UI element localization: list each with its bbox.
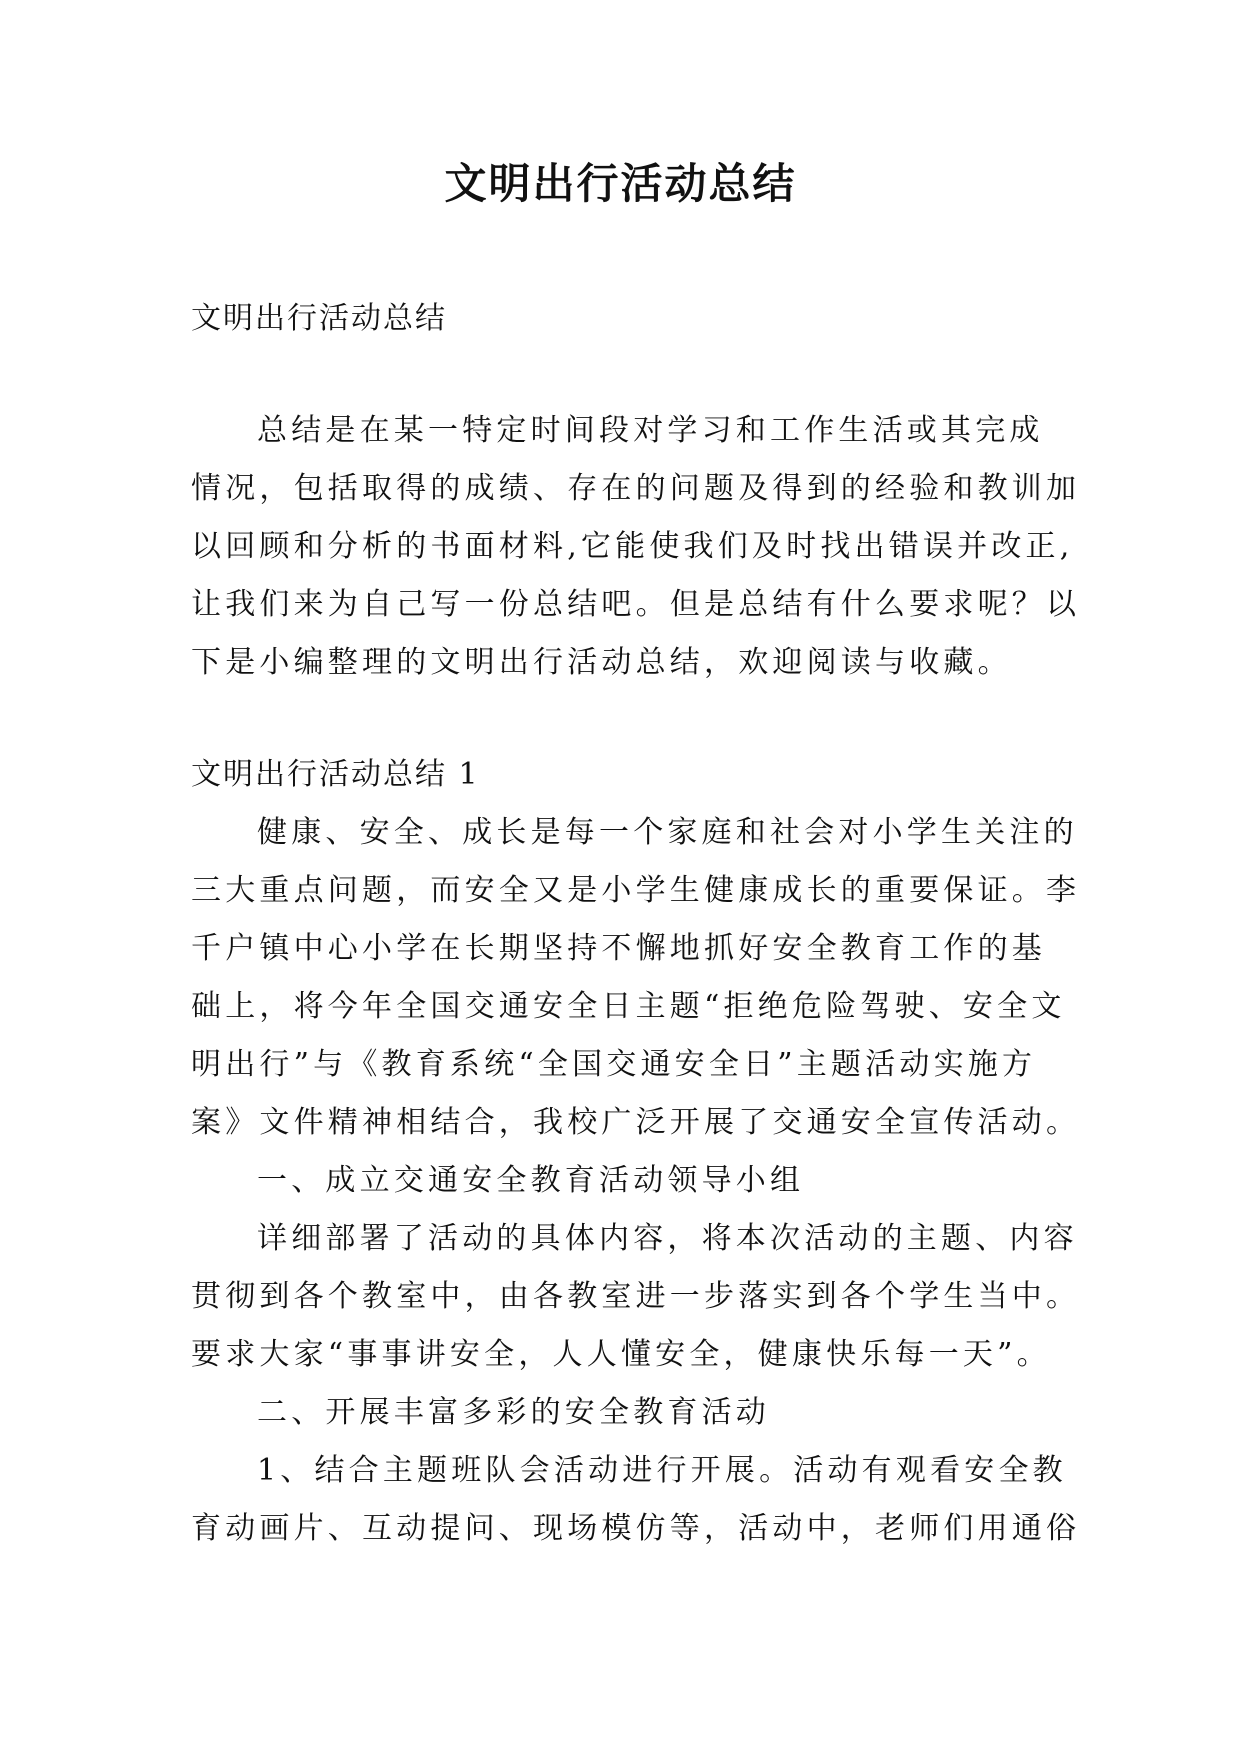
paragraph-line: 健康、安全、成长是每一个家庭和社会对小学生关注的 (257, 815, 1078, 850)
paragraph-line: 贯彻到各个教室中，由各教室进一步落实到各个学生当中。 (191, 1279, 1081, 1314)
section1-paragraph (191, 804, 1081, 1152)
point-heading: 二、开展丰富多彩的安全教育活动 (257, 1395, 770, 1430)
paragraph-line: 育动画片、互动提问、现场模仿等，活动中，老师们用通俗 (191, 1511, 1081, 1546)
paragraph-line: 明出行”与《教育系统“全国交通安全日”主题活动实施方 (191, 1047, 1037, 1082)
paragraph-line: 1、结合主题班队会活动进行开展。活动有观看安全教 (257, 1453, 1067, 1488)
document-subtitle: 文明出行活动总结 (191, 301, 447, 336)
paragraph-line: 下是小编整理的文明出行活动总结，欢迎阅读与收藏。 (191, 645, 1012, 680)
paragraph-line: 让我们来为自己写一份总结吧。但是总结有什么要求呢？以 (191, 587, 1081, 622)
paragraph-line: 要求大家“事事讲安全，人人懂安全，健康快乐每一天”。 (191, 1337, 1051, 1372)
paragraph-line: 三大重点问题，而安全又是小学生健康成长的重要保证。李 (191, 873, 1081, 908)
paragraph-line: 以回顾和分析的书面材料,它能使我们及时找出错误并改正, (191, 529, 1074, 564)
section-heading: 文明出行活动总结 1 (191, 757, 480, 792)
paragraph-line: 千户镇中心小学在长期坚持不懈地抓好安全教育工作的基 (191, 931, 1046, 966)
paragraph-line: 础上，将今年全国交通安全日主题“拒绝危险驾驶、安全文 (191, 989, 1066, 1024)
document-body (191, 290, 1081, 1558)
paragraph-line: 案》文件精神相结合，我校广泛开展了交通安全宣传活动。 (191, 1105, 1081, 1140)
point1-paragraph (191, 1210, 1081, 1384)
intro-paragraph (191, 402, 1081, 692)
paragraph-line: 情况，包括取得的成绩、存在的问题及得到的经验和教训加 (191, 471, 1081, 506)
point-heading: 一、成立交通安全教育活动领导小组 (257, 1163, 805, 1198)
document-title: 文明出行活动总结 (444, 159, 797, 208)
paragraph-line: 总结是在某一特定时间段对学习和工作生活或其完成 (257, 413, 1044, 448)
point2-item-paragraph (191, 1442, 1081, 1558)
paragraph-line: 详细部署了活动的具体内容，将本次活动的主题、内容 (257, 1221, 1078, 1256)
